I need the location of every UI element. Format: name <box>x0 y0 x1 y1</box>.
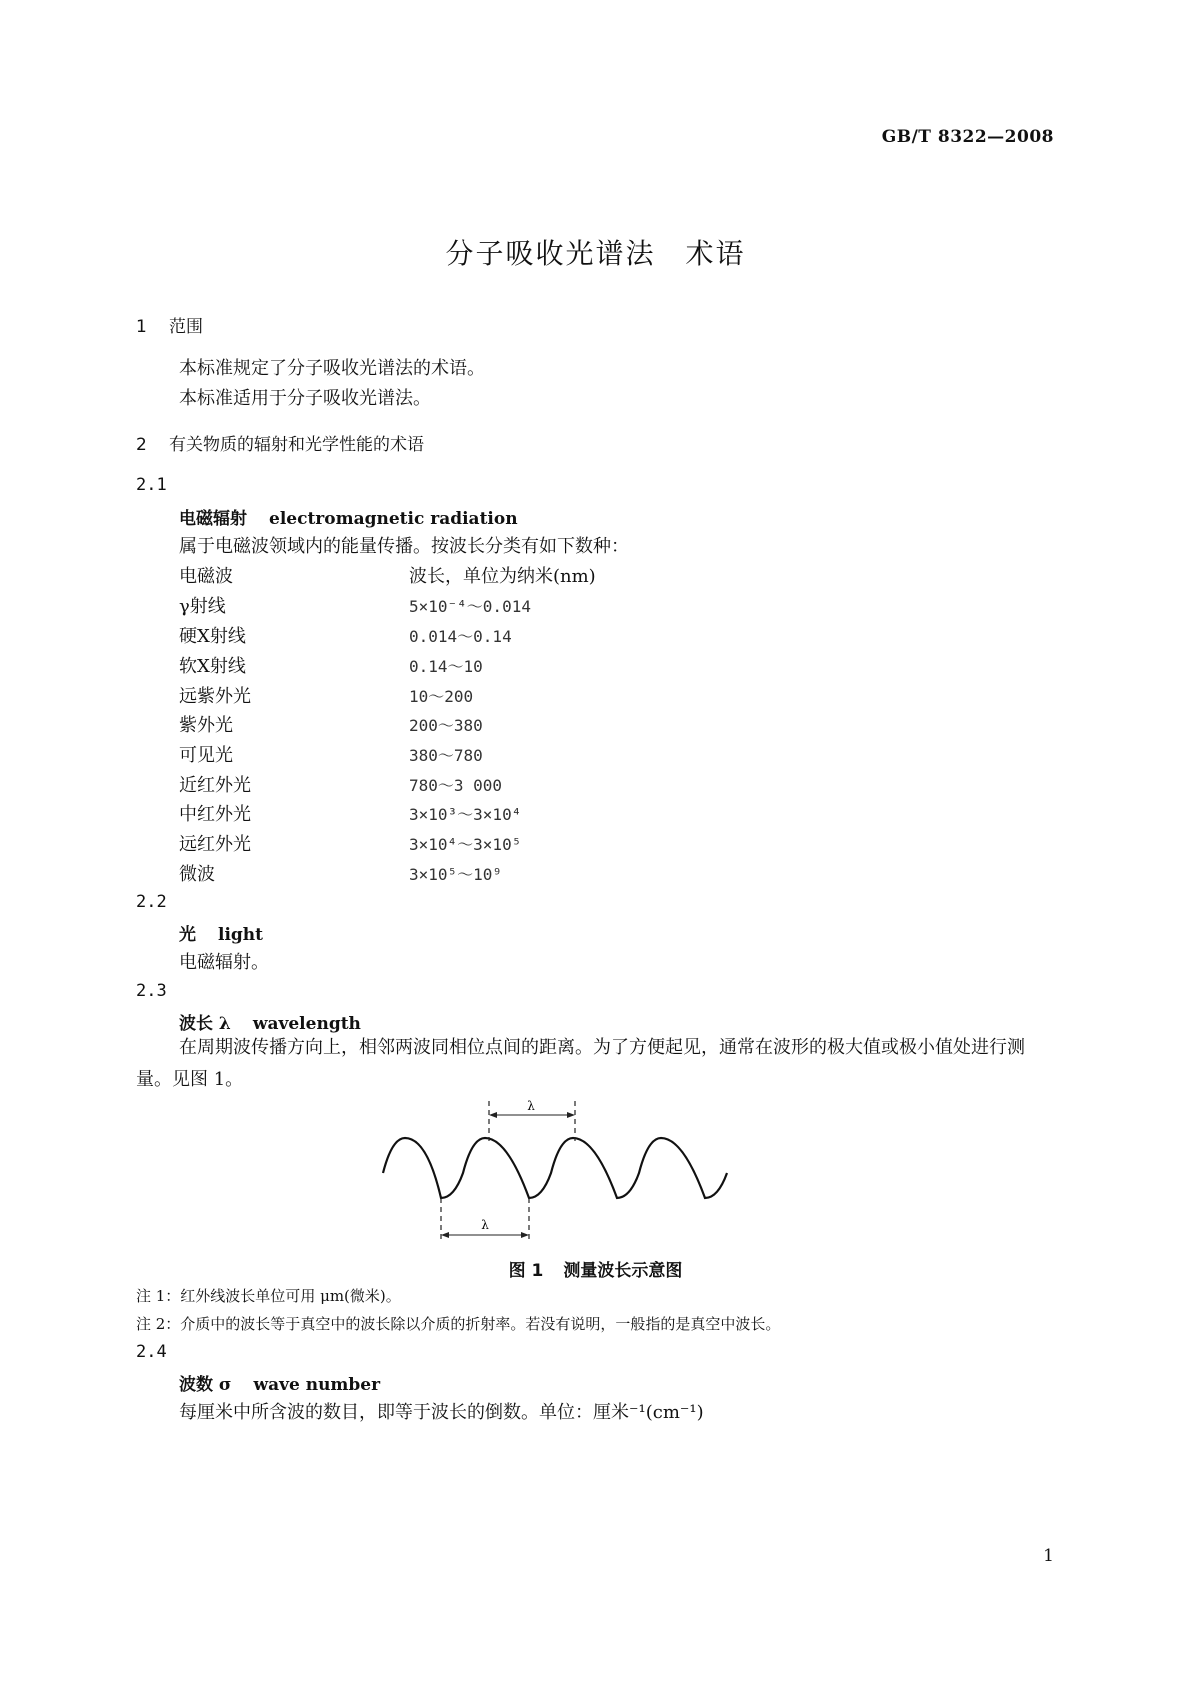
spectrum-table-header <box>179 562 879 588</box>
table-row <box>179 652 879 678</box>
section-title: 范围 <box>169 317 203 337</box>
table-row <box>179 860 879 886</box>
arrow-head-icon <box>567 1112 575 1118</box>
term-title <box>179 504 518 529</box>
header-cell: 波长，单位为纳米(nm) <box>409 566 596 587</box>
scope-para-2: 本标准适用于分子吸收光谱法。 <box>179 388 431 409</box>
scope-para-1: 本标准规定了分子吸收光谱法的术语。 <box>179 358 485 379</box>
band-name: 硬X射线 <box>179 626 246 647</box>
term-en: wave number <box>253 1375 381 1395</box>
band-range: 780～3 000 <box>409 776 503 795</box>
table-row <box>179 682 879 708</box>
term-zh: 波数 σ <box>179 1375 232 1395</box>
table-row <box>179 592 879 618</box>
term-zh: 光 <box>179 925 196 945</box>
term-zh: 电磁辐射 <box>179 509 247 529</box>
figure-title: 测量波长示意图 <box>563 1261 683 1281</box>
term-en: electromagnetic radiation <box>269 509 518 529</box>
figure-caption <box>0 1256 1191 1281</box>
section-number: 2 <box>136 435 147 455</box>
term-title <box>179 1009 361 1034</box>
band-name: 可见光 <box>179 745 233 766</box>
arrow-head-icon <box>441 1232 449 1238</box>
term-definition: 在周期波传播方向上，相邻两波同相位点间的距离。为了方便起见，通常在波形的极大值或极小值处进行测量。见图 1。 <box>136 1037 1025 1090</box>
band-name: 微波 <box>179 864 215 885</box>
table-row <box>179 771 879 797</box>
term-zh: 波长 λ <box>179 1014 231 1034</box>
band-range: 3×10³～3×10⁴ <box>409 805 522 824</box>
term-number: 2.1 <box>136 475 167 495</box>
band-name: 远紫外光 <box>179 686 251 707</box>
band-name: 远红外光 <box>179 834 251 855</box>
table-row <box>179 800 879 826</box>
band-range: 10～200 <box>409 687 474 706</box>
table-row <box>179 741 879 767</box>
band-range: 3×10⁵～10⁹ <box>409 865 503 884</box>
term-en: light <box>218 925 264 945</box>
term-definition: 每厘米中所含波的数目，即等于波长的倒数。单位：厘米⁻¹(cm⁻¹) <box>179 1402 704 1423</box>
term-number: 2.2 <box>136 892 167 912</box>
figure-number: 图 1 <box>508 1261 544 1281</box>
term-title <box>179 1370 380 1395</box>
term-en: wavelength <box>252 1014 361 1034</box>
band-range: 200～380 <box>409 716 483 735</box>
section-number: 1 <box>136 317 147 337</box>
lambda-label-top: λ <box>527 1099 535 1113</box>
table-row <box>179 622 879 648</box>
band-name: γ射线 <box>179 596 226 617</box>
band-name: 紫外光 <box>179 715 233 736</box>
arrow-head-icon <box>521 1232 529 1238</box>
term-title <box>179 920 263 945</box>
band-range: 5×10⁻⁴～0.014 <box>409 597 531 616</box>
note-2: 注 2：介质中的波长等于真空中的波长除以介质的折射率。若没有说明，一般指的是真空中波长。 <box>136 1315 781 1333</box>
page-number: 1 <box>1043 1546 1054 1566</box>
band-name: 近红外光 <box>179 775 251 796</box>
lambda-label-bottom: λ <box>481 1218 489 1232</box>
standard-number: GB/T 8322—2008 <box>881 127 1054 147</box>
table-row <box>179 830 879 856</box>
band-range: 380～780 <box>409 746 483 765</box>
term-number: 2.3 <box>136 981 167 1001</box>
band-range: 3×10⁴～3×10⁵ <box>409 835 522 854</box>
band-range: 0.014～0.14 <box>409 627 512 646</box>
wavelength-figure <box>0 1095 1191 1255</box>
sine-wave <box>383 1138 727 1198</box>
header-cell: 电磁波 <box>179 566 233 587</box>
term-definition: 属于电磁波领域内的能量传播。按波长分类有如下数种： <box>179 536 629 557</box>
document-title: 分子吸收光谱法 术语 <box>445 237 746 270</box>
section-2-heading <box>136 430 424 455</box>
table-row <box>179 711 879 737</box>
band-range: 0.14～10 <box>409 657 483 676</box>
note-1: 注 1：红外线波长单位可用 μm(微米)。 <box>136 1287 401 1305</box>
band-name: 中红外光 <box>179 804 251 825</box>
term-number: 2.4 <box>136 1342 167 1362</box>
arrow-head-icon <box>489 1112 497 1118</box>
band-name: 软X射线 <box>179 656 246 677</box>
section-title: 有关物质的辐射和光学性能的术语 <box>169 435 424 455</box>
section-1-heading <box>136 312 203 337</box>
term-definition: 电磁辐射。 <box>179 952 269 973</box>
